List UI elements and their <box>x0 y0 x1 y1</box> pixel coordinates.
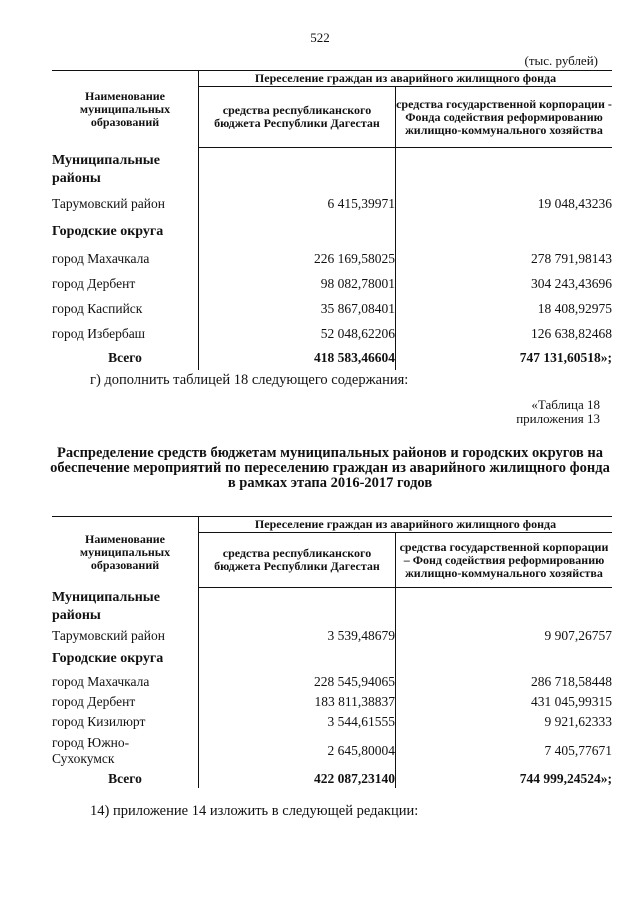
republic-budget-value: 226 169,58025 <box>199 247 396 272</box>
header-col1: средства республиканского бюджета Республики Дагестан <box>199 533 396 588</box>
table2-body <box>52 588 612 788</box>
total-fund-value: 744 999,24524»; <box>519 770 612 786</box>
budget-table-2 <box>52 516 612 788</box>
empty-cell <box>396 217 613 247</box>
fund-value: 7 405,77671 <box>544 742 612 758</box>
page-number: 522 <box>310 30 330 45</box>
table1-body <box>52 148 612 370</box>
section-districts: Муниципальные районы <box>52 588 199 626</box>
header-group: Переселение граждан из аварийного жилищного фонда <box>199 517 613 533</box>
empty-cell <box>396 646 613 672</box>
empty-cell <box>396 588 613 626</box>
republic-budget-value: 2 645,80004 <box>199 732 396 770</box>
republic-budget-value: 6 415,39971 <box>199 192 396 217</box>
empty-cell <box>199 588 396 626</box>
republic-budget-value: 98 082,78001 <box>199 272 396 297</box>
empty-cell <box>199 217 396 247</box>
total-label: Всего <box>52 770 199 788</box>
fund-value: 431 045,99315 <box>531 693 612 709</box>
fund-value: 9 907,26757 <box>544 627 612 643</box>
section-districts: Муниципальные районы <box>52 148 199 192</box>
republic-budget-value: 3 544,61555 <box>199 712 396 732</box>
table-row <box>52 626 612 646</box>
republic-budget-value: 3 539,48679 <box>199 626 396 646</box>
section-row <box>52 217 612 247</box>
table-row <box>52 322 612 347</box>
fund-value: 19 048,43236 <box>537 196 612 211</box>
table-label-line1: «Таблица 18 <box>531 397 600 412</box>
header-col2: средства государственной корпорации - Фонда содействия реформированию жилищно-коммунального хозяйства <box>396 87 613 148</box>
empty-cell <box>199 646 396 672</box>
fund-value: 9 921,62333 <box>544 713 612 729</box>
table-label <box>516 398 600 426</box>
municipality-name: город Южно-Сухокумск <box>52 732 199 770</box>
municipality-name: город Каспийск <box>52 297 199 322</box>
empty-cell <box>396 148 613 192</box>
municipality-name: город Избербаш <box>52 322 199 347</box>
fund-value: 286 718,58448 <box>531 673 612 689</box>
table-row <box>52 192 612 217</box>
municipality-name: Тарумовский район <box>52 192 199 217</box>
municipality-name: город Махачкала <box>52 672 199 692</box>
header-name: Наименование муниципальных образований <box>52 71 199 148</box>
fund-value: 304 243,43696 <box>531 276 612 291</box>
header-col1: средства республиканского бюджета Республики Дагестан <box>199 87 396 148</box>
table-row <box>52 692 612 712</box>
total-republic-value: 418 583,46604 <box>199 347 396 370</box>
section-row <box>52 148 612 192</box>
section-row <box>52 646 612 672</box>
municipality-name: Тарумовский район <box>52 626 199 646</box>
units-label: (тыс. рублей) <box>524 53 598 68</box>
section-cities: Городские округа <box>52 646 199 672</box>
municipality-name: город Махачкала <box>52 247 199 272</box>
republic-budget-value: 52 048,62206 <box>199 322 396 347</box>
empty-cell <box>199 148 396 192</box>
fund-value: 126 638,82468 <box>531 326 612 341</box>
table-row <box>52 272 612 297</box>
header-col2: средства государственной корпорации – Фонд содействия реформированию жилищно-коммунального хозяйства <box>396 533 613 588</box>
table-row <box>52 672 612 692</box>
total-row <box>52 347 612 370</box>
section-cities: Городские округа <box>52 217 199 247</box>
header-name: Наименование муниципальных образований <box>52 517 199 588</box>
budget-table-1 <box>52 70 612 370</box>
municipality-name: город Дербент <box>52 692 199 712</box>
total-row <box>52 770 612 788</box>
table-label-line2: приложения 13 <box>516 411 600 426</box>
section-heading: Распределение средств бюджетам муниципальных районов и городских округов на обеспечение мероприятий по переселению граждан из аварийного жилищного фонда в рамках этапа 2016-2017 годов <box>50 445 610 491</box>
total-republic-value: 422 087,23140 <box>199 770 396 788</box>
table-row <box>52 247 612 272</box>
section-row <box>52 588 612 626</box>
municipality-name: город Дербент <box>52 272 199 297</box>
paragraph-g: г) дополнить таблицей 18 следующего содержания: <box>90 372 409 388</box>
republic-budget-value: 228 545,94065 <box>199 672 396 692</box>
total-fund-value: 747 131,60518»; <box>519 350 612 365</box>
header-group: Переселение граждан из аварийного жилищного фонда <box>199 71 613 87</box>
paragraph-14: 14) приложение 14 изложить в следующей редакции: <box>90 803 419 819</box>
fund-value: 278 791,98143 <box>531 251 612 266</box>
municipality-name: город Кизилюрт <box>52 712 199 732</box>
table-row <box>52 297 612 322</box>
total-label: Всего <box>52 347 199 370</box>
table-row <box>52 732 612 770</box>
republic-budget-value: 183 811,38837 <box>199 692 396 712</box>
table-row <box>52 712 612 732</box>
fund-value: 18 408,92975 <box>537 301 612 316</box>
republic-budget-value: 35 867,08401 <box>199 297 396 322</box>
